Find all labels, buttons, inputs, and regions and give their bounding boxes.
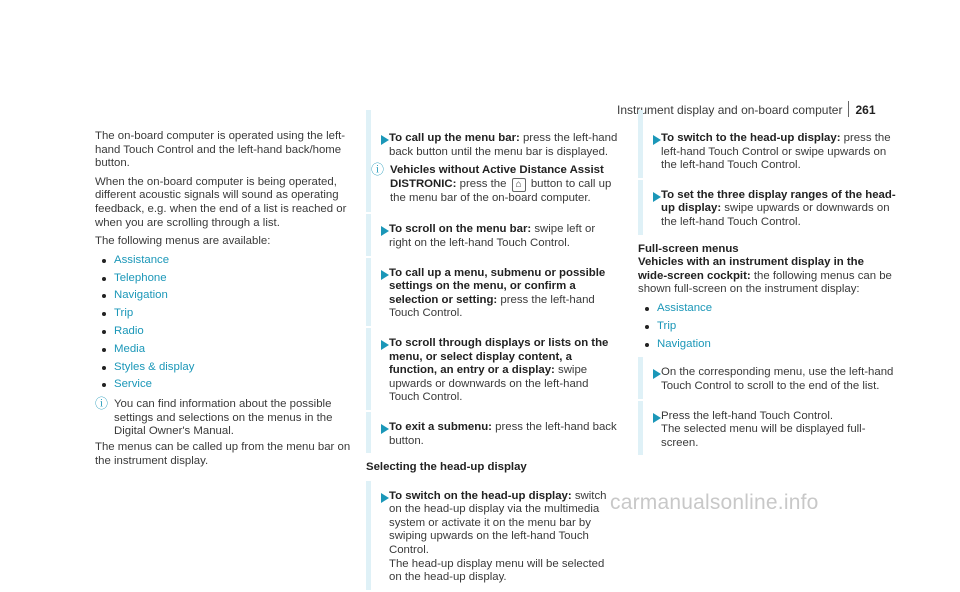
step-set-display-ranges bbox=[638, 180, 896, 235]
step-title: To set the three display ranges of the head-up display: bbox=[661, 188, 896, 215]
arrow-right-icon bbox=[381, 135, 389, 145]
arrow-right-icon bbox=[653, 369, 661, 379]
step-call-menu-bar bbox=[366, 110, 620, 212]
column-middle bbox=[366, 130, 620, 592]
list-item[interactable]: Radio bbox=[95, 323, 353, 341]
page-number: 261 bbox=[855, 103, 876, 117]
column-left bbox=[95, 130, 353, 473]
step-text: switch on the head-up display via the multimedia system or activate it on the menu bar by swiping upwards on the left-hand Touch Control. bbox=[389, 489, 607, 557]
step-text: press the left-hand Touch Control. bbox=[389, 293, 595, 320]
step-text: press the left-hand back button. bbox=[389, 420, 617, 447]
section-heading: Full-screen menus bbox=[638, 242, 739, 255]
feedback-paragraph: When the on-board computer is being operated, different acoustic signals will sound as operating feedback, e.g. when the end of a list is reached or when you are scrolling through a list. bbox=[95, 175, 347, 229]
intro-paragraph: The on-board computer is operated using the left-hand Touch Control and the left-hand back/home button. bbox=[95, 130, 346, 170]
menu-bar-paragraph: The menus can be called up from the menu bar on the instrument display. bbox=[95, 440, 351, 467]
arrow-right-icon bbox=[381, 226, 389, 236]
menu-list bbox=[95, 252, 353, 394]
home-icon: ⌂ bbox=[512, 178, 526, 192]
step-text: Press the left-hand Touch Control. bbox=[661, 409, 834, 422]
step-text: On the corresponding menu, use the left-hand Touch Control to scroll to the end of the list. bbox=[661, 366, 894, 392]
step-title: To call up the menu bar: bbox=[389, 132, 520, 144]
step-switch-to-hud bbox=[638, 110, 896, 178]
step-title: To switch to the head-up display: bbox=[661, 132, 841, 144]
step-result: The head-up display menu will be selected on the head-up display. bbox=[389, 557, 605, 584]
step-title: To call up a menu, submenu or possible settings on the menu, or confirm a selection or setting: bbox=[389, 266, 606, 306]
sub-text: the following menus can be shown full-screen on the instrument display: bbox=[638, 269, 892, 296]
step-scroll-displays bbox=[366, 328, 620, 410]
list-item[interactable]: Assistance bbox=[95, 252, 353, 270]
step-text: press the left-hand Touch Control or swipe upwards on the left-hand Touch Control. bbox=[661, 132, 891, 172]
step-title: To scroll on the menu bar: bbox=[389, 223, 532, 236]
list-item[interactable]: Styles & display bbox=[95, 359, 353, 377]
arrow-right-icon bbox=[381, 340, 389, 350]
info-note bbox=[95, 398, 353, 439]
info-note-text: You can find information about the possible settings and selections on the menus in the Digital Owner's Manual. bbox=[114, 398, 333, 438]
note-text: button to call up the menu bar of the on-board computer. bbox=[390, 177, 612, 204]
arrow-right-icon bbox=[653, 135, 661, 145]
arrow-right-icon bbox=[653, 192, 661, 202]
step-call-menu bbox=[366, 258, 620, 326]
info-icon: ⓘ bbox=[95, 396, 109, 412]
step-result: The selected menu will be displayed full-screen. bbox=[661, 423, 866, 449]
list-item[interactable]: Assistance bbox=[638, 300, 896, 318]
list-item[interactable]: Trip bbox=[638, 318, 896, 336]
list-item[interactable]: Service bbox=[95, 376, 353, 394]
list-item[interactable]: Trip bbox=[95, 305, 353, 323]
sub-title: Vehicles with an instrument display in the wide-screen cockpit: bbox=[638, 256, 864, 282]
step-scroll-to-end bbox=[638, 357, 896, 398]
step-title: To scroll through displays or lists on the menu, or select display content, a function, an entry or a display: bbox=[389, 336, 609, 377]
step-switch-on-hud bbox=[366, 481, 620, 590]
step-scroll-menu-bar bbox=[366, 214, 620, 255]
section-heading: Selecting the head-up display bbox=[366, 461, 527, 474]
arrow-right-icon bbox=[653, 413, 661, 423]
step-text: swipe upwards or downwards on the left-hand Touch Control. bbox=[389, 364, 589, 404]
header-title: Instrument display and on-board computer bbox=[617, 103, 843, 117]
arrow-right-icon bbox=[381, 493, 389, 503]
menus-intro: The following menus are available: bbox=[95, 235, 271, 248]
step-exit-submenu bbox=[366, 412, 620, 453]
list-item[interactable]: Navigation bbox=[638, 336, 896, 354]
step-text: swipe upwards or downwards on the left-hand Touch Control. bbox=[661, 202, 890, 228]
info-icon: ⓘ bbox=[371, 162, 385, 178]
arrow-right-icon bbox=[381, 424, 389, 434]
watermark: carmanualsonline.info bbox=[610, 491, 819, 514]
fullscreen-menu-list bbox=[638, 300, 896, 353]
note-text: press the bbox=[456, 177, 510, 190]
column-right bbox=[638, 130, 896, 457]
step-title: To switch on the head-up display: bbox=[389, 489, 572, 502]
info-note bbox=[371, 164, 620, 205]
list-item[interactable]: Media bbox=[95, 341, 353, 359]
step-text: press the left-hand back button until the menu bar is displayed. bbox=[389, 132, 618, 158]
step-text: swipe left or right on the left-hand Touch Control. bbox=[389, 223, 596, 249]
step-title: To exit a submenu: bbox=[389, 420, 492, 433]
step-press-touch-control bbox=[638, 401, 896, 456]
list-item[interactable]: Navigation bbox=[95, 287, 353, 305]
arrow-right-icon bbox=[381, 270, 389, 280]
fullscreen-intro bbox=[638, 256, 896, 297]
list-item[interactable]: Telephone bbox=[95, 270, 353, 288]
note-title: Vehicles without Active Distance Assist DISTRONIC: bbox=[390, 164, 604, 190]
